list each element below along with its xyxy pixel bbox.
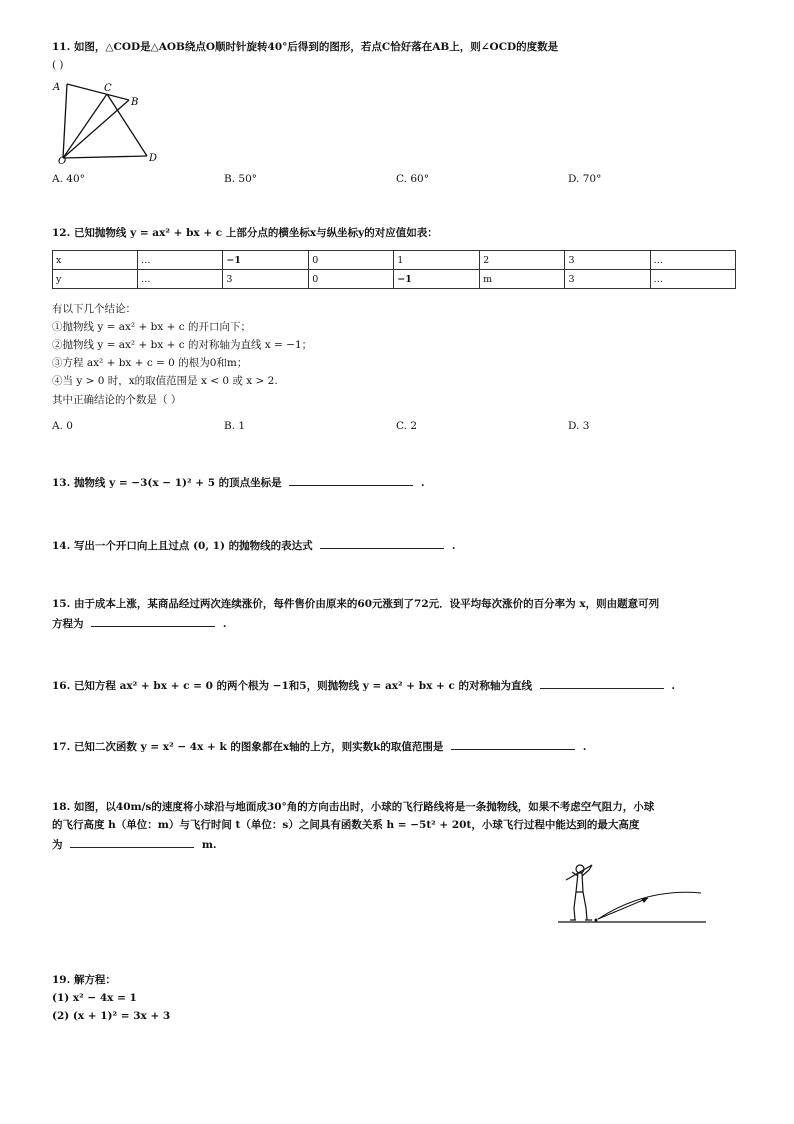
- q18-stem: [52, 800, 654, 814]
- q14-stem: [52, 537, 456, 553]
- q12-option-d[interactable]: D. 3: [568, 420, 590, 432]
- q12-number: 12.: [52, 227, 71, 239]
- q15-text: 由于成本上涨，某商品经过两次连续涨价，每件售价由原来的60元涨到了72元．设平均每次涨价的百分率为 x，则由题意可列: [73, 598, 660, 610]
- q19-stem: [52, 973, 116, 987]
- q13-text: 抛物线 y = −3(x − 1)² + 5 的顶点坐标是: [73, 477, 282, 489]
- table-cell: 3: [565, 270, 650, 289]
- table-cell: 3: [223, 270, 309, 289]
- table-cell: y: [53, 270, 138, 289]
- q11-option-c[interactable]: C. 60°: [396, 173, 429, 185]
- q15-stem: [52, 597, 659, 611]
- q15-answer-blank[interactable]: [91, 615, 215, 627]
- q12-stem: [52, 226, 438, 240]
- table-cell: x: [53, 251, 138, 270]
- q12-option-b[interactable]: B. 1: [224, 420, 246, 432]
- q12-conclusion-2: ②抛物线 y = ax² + bx + c 的对称轴为直线 x = −1；: [52, 339, 313, 351]
- q12-value-table: [52, 250, 736, 289]
- q11-answer-paren: ( ): [52, 59, 64, 71]
- q12-conclusion-1: ①抛物线 y = ax² + bx + c 的开口向下；: [52, 321, 251, 333]
- q13-number: 13.: [52, 477, 71, 489]
- label-o: O: [58, 156, 67, 167]
- q11-option-b[interactable]: B. 50°: [224, 173, 258, 185]
- table-cell: −1: [394, 270, 480, 289]
- q16-number: 16.: [52, 680, 71, 692]
- q18-text: 如图，以40m/s的速度将小球沿与地面成30°角的方向击出时，小球的飞行路线将是一条抛物线，如果不考虑空气阻力，小球: [73, 801, 655, 813]
- q15-stem-line2: [52, 615, 226, 631]
- table-cell: 1: [394, 251, 480, 270]
- label-a: A: [53, 82, 61, 93]
- q14-answer-blank[interactable]: [320, 537, 444, 549]
- table-cell: 3: [565, 251, 650, 270]
- q11-stem: [52, 40, 558, 54]
- q12-question: 其中正确结论的个数是（ ）: [52, 394, 182, 406]
- q11-option-d[interactable]: D. 70°: [568, 173, 602, 185]
- table-cell: 2: [480, 251, 565, 270]
- table-cell: 0: [309, 270, 394, 289]
- q17-stem: [52, 738, 586, 754]
- q11-option-a[interactable]: A. 40°: [52, 173, 85, 185]
- q17-period: .: [582, 741, 587, 753]
- q19-item-1: (1) x² − 4x = 1: [52, 992, 137, 1004]
- table-cell: …: [138, 251, 223, 270]
- q18-number: 18.: [52, 801, 71, 813]
- q11-rotation-figure: [50, 78, 170, 168]
- q18-stem-line2: 的飞行高度 h（单位：m）与飞行时间 t（单位：s）之间具有函数关系 h = −5t² + 20t，小球飞行过程中能达到的最大高度: [52, 819, 640, 831]
- q18-text3: 为: [52, 839, 63, 851]
- table-cell: …: [138, 270, 223, 289]
- q16-answer-blank[interactable]: [540, 677, 664, 689]
- q12-conclusion-3: ③方程 ax² + bx + c = 0 的根为0和m；: [52, 357, 248, 369]
- q19-item-2: (2) (x + 1)² = 3x + 3: [52, 1010, 171, 1022]
- q15-number: 15.: [52, 598, 71, 610]
- table-row: [53, 270, 736, 289]
- table-cell: …: [650, 270, 735, 289]
- q12-intro: 有以下几个结论：: [52, 303, 136, 315]
- q16-text: 已知方程 ax² + bx + c = 0 的两个根为 −1和5，则抛物线 y = ax² + bx + c 的对称轴为直线: [73, 680, 532, 692]
- q17-text: 已知二次函数 y = x² − 4x + k 的图象都在x轴的上方，则实数k的取值范围是: [73, 741, 444, 753]
- q12-option-a[interactable]: A. 0: [52, 420, 73, 432]
- q11-number: 11.: [52, 41, 71, 53]
- table-cell: −1: [223, 251, 309, 270]
- table-cell: m: [480, 270, 565, 289]
- q12-conclusion-4: ④当 y > 0 时，x的取值范围是 x < 0 或 x > 2.: [52, 375, 278, 387]
- q13-stem: [52, 474, 425, 490]
- q16-stem: [52, 677, 675, 693]
- q11-text: 如图，△COD是△AOB绕点O顺时针旋转40°后得到的图形，若点C恰好落在AB上，则∠OCD的度数是: [73, 41, 559, 53]
- q14-period: .: [451, 540, 456, 552]
- q12-option-c[interactable]: C. 2: [396, 420, 418, 432]
- table-row: [53, 251, 736, 270]
- q18-stem-line3: [52, 836, 217, 852]
- q15-period: .: [222, 618, 227, 630]
- q17-number: 17.: [52, 741, 71, 753]
- q16-period: .: [671, 680, 675, 692]
- q14-number: 14.: [52, 540, 71, 552]
- label-b: B: [131, 97, 139, 108]
- q19-number: 19.: [52, 974, 71, 986]
- q18-answer-blank[interactable]: [70, 836, 194, 848]
- q14-text: 写出一个开口向上且过点 (0, 1) 的抛物线的表达式: [73, 540, 313, 552]
- q18-unit: m.: [201, 839, 217, 851]
- q17-answer-blank[interactable]: [451, 738, 575, 750]
- table-cell: …: [650, 251, 735, 270]
- label-d: D: [149, 153, 158, 164]
- label-c: C: [104, 83, 112, 94]
- golfer-trajectory-figure: [556, 858, 708, 928]
- q19-text: 解方程：: [73, 974, 116, 986]
- q15-text2: 方程为: [52, 618, 84, 630]
- table-cell: 0: [309, 251, 394, 270]
- q12-text: 已知抛物线 y = ax² + bx + c 上部分点的横坐标x与纵坐标y的对应值如表：: [73, 227, 438, 239]
- q13-answer-blank[interactable]: [289, 474, 413, 486]
- q13-period: .: [421, 477, 425, 489]
